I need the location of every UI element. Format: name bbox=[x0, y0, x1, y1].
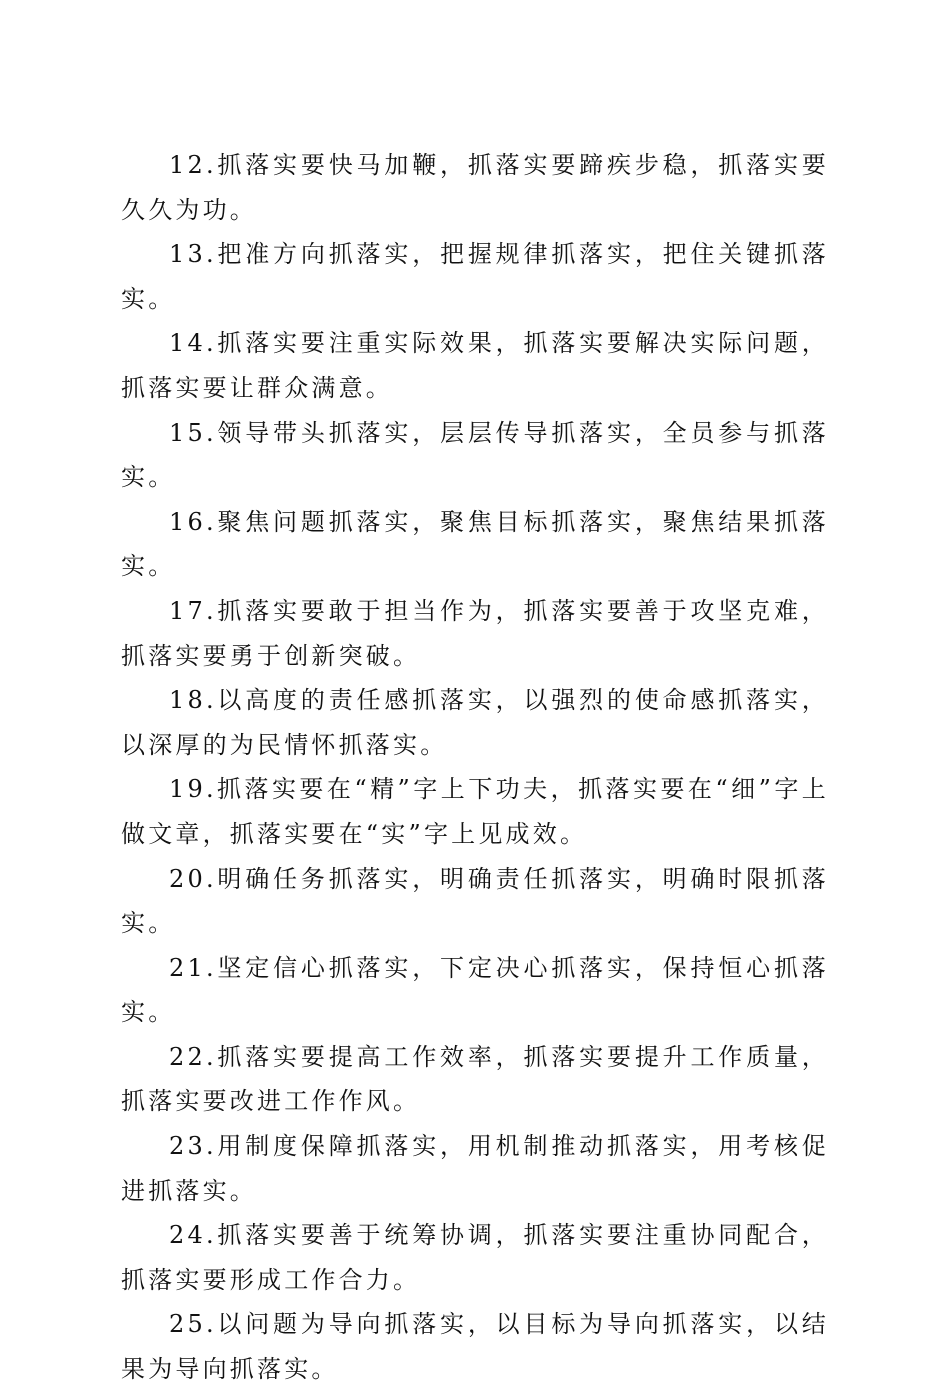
paragraph-18: 18.以高度的责任感抓落实，以强烈的使命感抓落实，以深厚的为民情怀抓落实。 bbox=[121, 686, 829, 759]
paragraph-21: 21.坚定信心抓落实，下定决心抓落实，保持恒心抓落实。 bbox=[121, 953, 829, 1027]
paragraph-25: 25.以问题为导向抓落实，以目标为导向抓落实，以结果为导向抓落实。 bbox=[121, 1310, 829, 1384]
paragraph-23: 23.用制度保障抓落实，用机制推动抓落实，用考核促进抓落实。 bbox=[121, 1132, 829, 1205]
paragraph-15: 15.领导带头抓落实，层层传导抓落实，全员参与抓落实。 bbox=[121, 418, 829, 492]
paragraph-19: 19.抓落实要在“精”字上下功夫，抓落实要在“细”字上做文章，抓落实要在“实”字上见成效。 bbox=[121, 775, 829, 848]
paragraph-22: 22.抓落实要提高工作效率，抓落实要提升工作质量，抓落实要改进工作作风。 bbox=[121, 1042, 829, 1116]
paragraph-14: 14.抓落实要注重实际效果，抓落实要解决实际问题，抓落实要让群众满意。 bbox=[121, 329, 829, 402]
paragraph-12: 12.抓落实要快马加鞭，抓落实要蹄疾步稳，抓落实要久久为功。 bbox=[121, 151, 829, 224]
paragraph-24: 24.抓落实要善于统筹协调，抓落实要注重协同配合，抓落实要形成工作合力。 bbox=[121, 1221, 829, 1294]
paragraph-20: 20.明确任务抓落实，明确责任抓落实，明确时限抓落实。 bbox=[121, 864, 829, 938]
paragraph-13: 13.把准方向抓落实，把握规律抓落实，把住关键抓落实。 bbox=[121, 240, 829, 313]
paragraph-17: 17.抓落实要敢于担当作为，抓落实要善于攻坚克难，抓落实要勇于创新突破。 bbox=[121, 596, 829, 670]
paragraph-16: 16.聚焦问题抓落实，聚焦目标抓落实，聚焦结果抓落实。 bbox=[121, 507, 829, 581]
document-body bbox=[121, 143, 829, 1392]
